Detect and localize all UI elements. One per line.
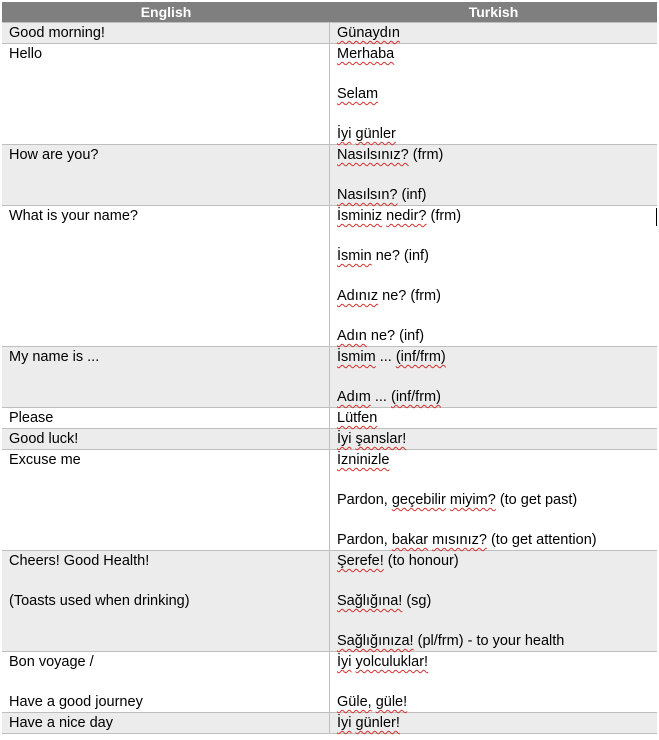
english-cell-line: Please — [9, 410, 54, 426]
turkish-cell-line: Pardon, bakar mısınız? (to get attention) — [337, 532, 597, 548]
turkish-cell-line: Adım ... (inf/frm) — [337, 389, 441, 405]
table-row — [2, 22, 657, 43]
table-row — [2, 449, 657, 550]
english-cell[interactable] — [2, 408, 330, 428]
turkish-cell[interactable] — [330, 44, 657, 144]
turkish-cell[interactable] — [330, 145, 657, 205]
turkish-cell-line: Adınız ne? (frm) — [337, 288, 441, 304]
turkish-cell[interactable] — [330, 23, 657, 43]
english-cell-line — [9, 571, 329, 591]
turkish-cell-line — [337, 266, 657, 286]
english-cell-line — [9, 490, 329, 510]
turkish-cell[interactable] — [330, 713, 657, 733]
english-cell-line — [9, 226, 329, 246]
turkish-cell-line: Adın ne? (inf) — [337, 328, 425, 344]
turkish-cell-line: İyi yolculuklar! — [337, 654, 429, 670]
english-cell[interactable] — [2, 450, 330, 550]
english-cell[interactable] — [2, 347, 330, 407]
table-row — [2, 205, 657, 346]
english-cell-line — [9, 611, 329, 631]
english-cell-line: Hello — [9, 46, 43, 62]
english-cell-line: What is your name? — [9, 208, 138, 224]
turkish-cell-line — [337, 226, 657, 246]
turkish-cell-line — [337, 165, 657, 185]
turkish-cell-line — [337, 510, 657, 530]
turkish-cell-line: İyi günler! — [337, 715, 400, 731]
phrase-table — [2, 2, 657, 734]
table-row — [2, 144, 657, 205]
turkish-cell-line: Pardon, geçebilir miyim? (to get past) — [337, 492, 578, 508]
english-cell[interactable] — [2, 145, 330, 205]
table-row — [2, 346, 657, 407]
turkish-cell-line — [337, 611, 657, 631]
table-row — [2, 407, 657, 428]
turkish-cell[interactable] — [330, 429, 657, 449]
english-cell-line — [9, 165, 329, 185]
turkish-cell-line: Nasılsınız? (frm) — [337, 147, 444, 163]
turkish-cell-line: Günaydın — [337, 25, 400, 41]
english-cell-line: Cheers! Good Health! — [9, 553, 150, 569]
turkish-cell-line: Sağlığınıza! (pl/frm) - to your health — [337, 633, 565, 649]
turkish-cell-line: Güle, güle! — [337, 694, 408, 710]
english-cell-line: Excuse me — [9, 452, 81, 468]
turkish-cell-line — [337, 470, 657, 490]
english-cell-line — [9, 530, 329, 550]
english-cell-line — [9, 84, 329, 104]
table-row — [2, 550, 657, 651]
turkish-cell-line — [337, 104, 657, 124]
english-cell-line — [9, 306, 329, 326]
english-cell-line — [9, 64, 329, 84]
turkish-cell[interactable] — [330, 551, 657, 651]
table-header — [2, 2, 657, 22]
english-cell-line: Have a nice day — [9, 715, 113, 731]
english-cell-line — [9, 387, 329, 407]
turkish-cell-line — [337, 367, 657, 387]
turkish-cell-line: İyi günler — [337, 126, 396, 142]
turkish-cell-line — [337, 571, 657, 591]
turkish-column-header[interactable]: Turkish — [468, 4, 519, 20]
turkish-cell-line: Lütfen — [337, 410, 378, 426]
turkish-cell[interactable] — [330, 347, 657, 407]
turkish-cell-line: Sağlığına! (sg) — [337, 593, 432, 609]
english-cell[interactable] — [2, 23, 330, 43]
table-row — [2, 651, 657, 712]
text-cursor — [656, 208, 657, 226]
english-cell-line — [9, 246, 329, 266]
english-cell-line — [9, 286, 329, 306]
turkish-cell-line: Nasılsın? (inf) — [337, 187, 427, 203]
english-cell[interactable] — [2, 206, 330, 346]
english-cell-line — [9, 326, 329, 346]
english-cell-line: Bon voyage / — [9, 654, 94, 670]
turkish-cell-line: İzninizle — [337, 452, 390, 468]
turkish-cell-line: Merhaba — [337, 46, 395, 62]
english-cell-line — [9, 104, 329, 124]
turkish-cell-line: İsmim ... (inf/frm) — [337, 349, 446, 365]
english-cell[interactable] — [2, 44, 330, 144]
turkish-cell-line — [337, 306, 657, 326]
turkish-cell-line: Şerefe! (to honour) — [337, 553, 459, 569]
english-cell-line: Good morning! — [9, 25, 105, 41]
english-cell-line — [9, 510, 329, 530]
turkish-cell[interactable] — [330, 652, 657, 712]
english-cell-line: (Toasts used when drinking) — [9, 593, 190, 609]
turkish-cell[interactable] — [330, 450, 657, 550]
english-cell-line — [9, 185, 329, 205]
english-cell-line: How are you? — [9, 147, 99, 163]
english-column-header[interactable]: English — [140, 4, 192, 20]
table-body — [2, 22, 657, 734]
english-cell-line — [9, 124, 329, 144]
english-cell-line — [9, 266, 329, 286]
table-row — [2, 712, 657, 734]
english-cell-line — [9, 672, 329, 692]
english-cell-line — [9, 470, 329, 490]
english-cell-line — [9, 631, 329, 651]
english-cell-line: My name is ... — [9, 349, 100, 365]
turkish-cell[interactable] — [330, 408, 657, 428]
english-cell[interactable] — [2, 652, 330, 712]
turkish-cell-line — [337, 64, 657, 84]
turkish-cell-line: Selam — [337, 86, 379, 102]
turkish-cell-line: İsminiz nedir? (frm) — [337, 208, 462, 224]
english-cell-line: Good luck! — [9, 431, 79, 447]
turkish-cell[interactable] — [330, 206, 657, 346]
english-cell[interactable] — [2, 551, 330, 651]
english-cell-line: Have a good journey — [9, 694, 143, 710]
turkish-cell-line: İyi şanslar! — [337, 431, 407, 447]
turkish-cell-line — [337, 672, 657, 692]
table-row — [2, 43, 657, 144]
english-cell[interactable] — [2, 429, 330, 449]
table-row — [2, 428, 657, 449]
english-cell-line — [9, 367, 329, 387]
turkish-cell-line: İsmin ne? (inf) — [337, 248, 429, 264]
english-cell[interactable] — [2, 713, 330, 733]
